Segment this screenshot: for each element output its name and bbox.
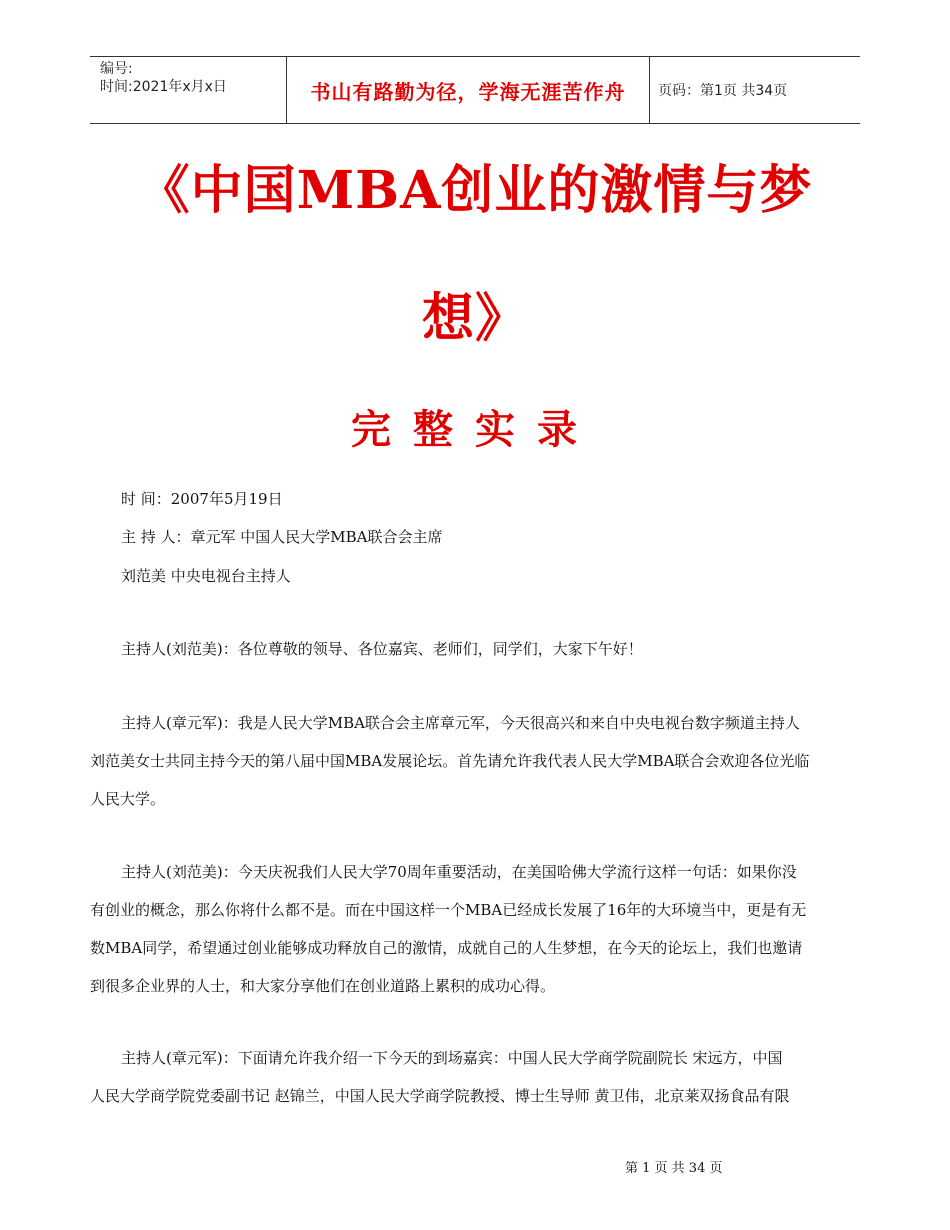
paragraph-1: 主持人(刘范美)：各位尊敬的领导、各位嘉宾、老师们，同学们，大家下午好！ — [121, 640, 643, 658]
paragraph-2-line-1: 主持人(章元军)：我是人民大学MBA联合会主席章元军，今天很高兴和来自中央电视台数字频道主持人 — [121, 714, 800, 732]
date-label: 时间:2021年x月x日 — [100, 79, 227, 95]
page-footer: 第 1 页 共 34 页 — [625, 1161, 723, 1176]
serial-number-label: 编号: — [100, 61, 133, 77]
header-motto: 书山有路勤为径，学海无涯苦作舟 — [286, 57, 650, 123]
paragraph-4-line-2: 人民大学商学院党委副书记 赵锦兰，中国人民大学商学院教授、博士生导师 黄卫伟，北京莱双扬食品有限 — [90, 1087, 790, 1105]
document-title-line-1: 《中国MBA创业的激情与梦 — [137, 160, 813, 221]
paragraph-3-line-4: 到很多企业界的人士，和大家分享他们在创业道路上累积的成功心得。 — [90, 977, 556, 995]
paragraph-3-line-3: 数MBA同学，希望通过创业能够成功释放自己的激情，成就自己的人生梦想，在今天的论坛上，我们也邀请 — [90, 939, 803, 957]
document-header — [90, 56, 860, 124]
paragraph-4-line-1: 主持人(章元军)：下面请允许我介绍一下今天的到场嘉宾：中国人民大学商学院副院长 宋远方，中国 — [121, 1049, 783, 1067]
paragraph-3-line-2: 有创业的概念，那么你将什么都不是。而在中国这样一个MBA已经成长发展了16年的大环境当中，更是有无 — [90, 901, 807, 919]
document-title-line-2: 想》 — [421, 288, 528, 349]
meta-host-2: 刘范美 中央电视台主持人 — [121, 567, 291, 585]
meta-time: 时 间：2007年5月19日 — [121, 490, 283, 508]
paragraph-2-line-2: 刘范美女士共同主持今天的第八届中国MBA发展论坛。首先请允许我代表人民大学MBA联合会欢迎各位光临 — [90, 752, 810, 770]
paragraph-3-line-1: 主持人(刘范美)：今天庆祝我们人民大学70周年重要活动，在美国哈佛大学流行这样一句话：如果你没 — [121, 863, 797, 881]
meta-host: 主 持 人：章元军 中国人民大学MBA联合会主席 — [121, 528, 443, 546]
document-subtitle: 完整实录 — [351, 407, 599, 453]
header-left-cell — [90, 57, 286, 123]
paragraph-2-line-3: 人民大学。 — [90, 790, 166, 808]
header-page-info: 页码：第1页 共34页 — [658, 83, 788, 99]
